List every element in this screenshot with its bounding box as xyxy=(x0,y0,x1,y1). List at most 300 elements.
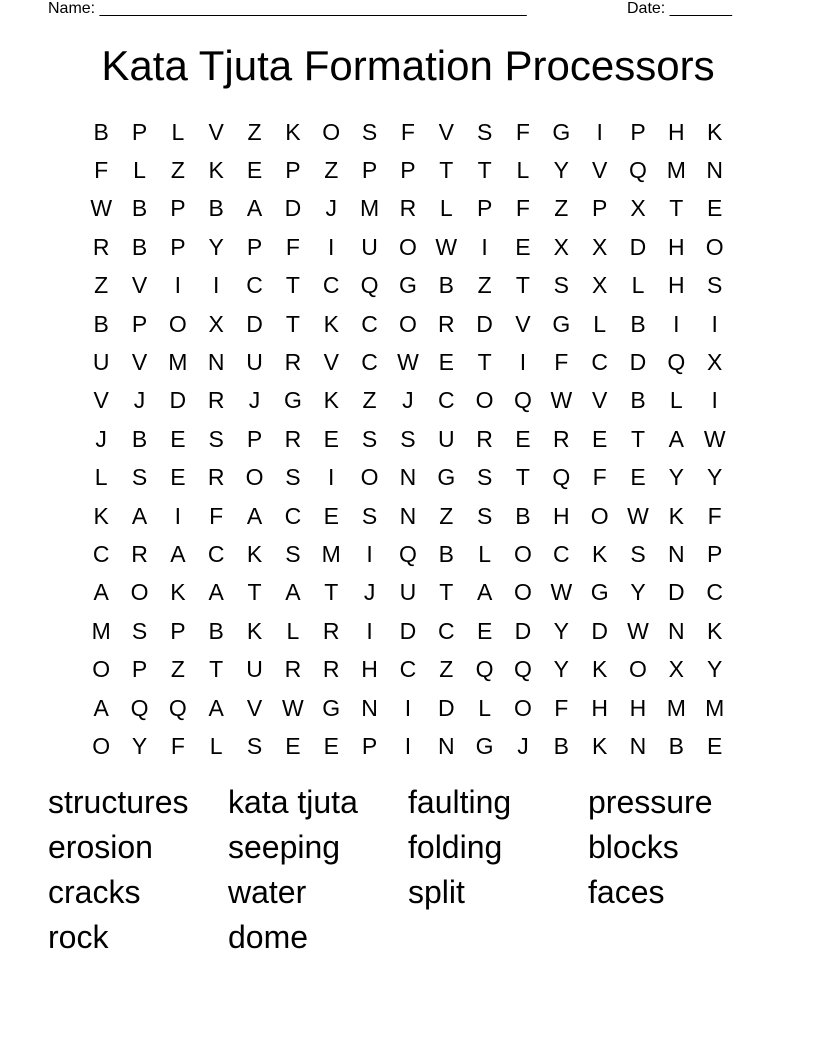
grid-letter: V xyxy=(591,157,608,184)
grid-letter: J xyxy=(248,387,261,414)
grid-letter: S xyxy=(476,502,493,529)
grid-letter: O xyxy=(360,464,379,491)
grid-letter: C xyxy=(207,540,225,567)
grid-letter: P xyxy=(170,617,186,644)
grid-letter: K xyxy=(707,118,723,145)
grid-letter: W xyxy=(703,425,726,452)
grid-letter: Z xyxy=(477,272,492,299)
grid-letter: T xyxy=(324,579,339,606)
grid-letter: N xyxy=(207,349,225,376)
grid-letter: C xyxy=(92,540,110,567)
grid-letter: O xyxy=(92,656,111,683)
grid-letter: P xyxy=(131,310,148,337)
grid-letter: F xyxy=(707,502,722,529)
grid-letter: Q xyxy=(514,387,532,414)
grid-letter: Z xyxy=(439,502,454,529)
grid-letter: B xyxy=(438,272,454,299)
grid-letter: C xyxy=(437,617,455,644)
grid-letter: I xyxy=(673,310,680,337)
grid-letter: S xyxy=(131,464,148,491)
grid-letter: R xyxy=(131,540,148,567)
grid-letter: Q xyxy=(629,157,647,184)
grid-letter: N xyxy=(629,732,647,759)
grid-letter: F xyxy=(554,694,569,721)
grid-letter: P xyxy=(630,118,646,145)
grid-letter: J xyxy=(95,425,107,452)
grid-letter: O xyxy=(590,502,609,529)
grid-letter: L xyxy=(171,118,185,145)
grid-letter: F xyxy=(515,195,530,222)
grid-letter: V xyxy=(515,310,531,337)
page-title: Kata Tjuta Formation Processors xyxy=(101,42,715,89)
grid-letter: Q xyxy=(130,694,149,721)
word-bank-item: faulting xyxy=(408,784,512,820)
grid-letter: U xyxy=(361,233,378,260)
grid-letter: T xyxy=(515,272,530,299)
grid-letter: U xyxy=(399,579,417,606)
grid-letter: F xyxy=(285,233,300,260)
grid-letter: L xyxy=(209,732,223,759)
grid-letter: C xyxy=(552,540,570,567)
grid-letter: K xyxy=(668,502,684,529)
grid-letter: X xyxy=(668,656,684,683)
grid-letter: M xyxy=(91,617,111,644)
grid-letter: K xyxy=(591,656,608,683)
grid-letter: S xyxy=(553,272,569,299)
grid-letter: D xyxy=(437,694,455,721)
grid-letter: K xyxy=(591,540,608,567)
grid-letter: C xyxy=(322,272,340,299)
grid-letter: Q xyxy=(168,694,187,721)
grid-letter: J xyxy=(133,387,146,414)
grid-letter: X xyxy=(707,349,723,376)
grid-letter: C xyxy=(591,349,608,376)
word-bank xyxy=(48,780,768,960)
grid-letter: I xyxy=(174,272,182,299)
grid-letter: H xyxy=(361,656,378,683)
grid-letter: R xyxy=(284,425,302,452)
grid-letter: H xyxy=(668,272,685,299)
grid-letter: E xyxy=(285,732,301,759)
grid-letter: Q xyxy=(667,349,686,376)
grid-letter: A xyxy=(246,195,263,222)
grid-letter: B xyxy=(438,540,454,567)
grid-letter: M xyxy=(168,349,188,376)
letter-grid xyxy=(82,113,734,766)
grid-letter: P xyxy=(246,233,263,260)
grid-letter: M xyxy=(666,694,686,721)
grid-letter: E xyxy=(515,425,531,452)
grid-letter: I xyxy=(366,540,373,567)
grid-letter: W xyxy=(90,195,113,222)
grid-letter: H xyxy=(591,694,608,721)
grid-letter: R xyxy=(476,425,493,452)
grid-letter: S xyxy=(361,425,378,452)
grid-letter: O xyxy=(245,464,264,491)
grid-letter: D xyxy=(591,617,608,644)
grid-letter: N xyxy=(706,157,723,184)
grid-letter: E xyxy=(438,349,454,376)
grid-letter: S xyxy=(476,118,493,145)
grid-letter: E xyxy=(515,233,531,260)
grid-letter: O xyxy=(705,233,724,260)
grid-letter: G xyxy=(552,310,571,337)
grid-letter: Y xyxy=(707,464,723,491)
grid-letter: N xyxy=(668,540,685,567)
grid-letter: K xyxy=(707,617,723,644)
word-bank-item: pressure xyxy=(588,784,713,820)
grid-letter: S xyxy=(361,118,378,145)
grid-letter: D xyxy=(284,195,302,222)
grid-letter: E xyxy=(707,732,723,759)
grid-letter: I xyxy=(404,732,412,759)
word-bank-item: kata tjuta xyxy=(228,784,358,820)
grid-letter: B xyxy=(131,195,148,222)
grid-letter: C xyxy=(399,656,417,683)
grid-letter: E xyxy=(246,157,263,184)
word-bank-item: rock xyxy=(48,919,109,955)
grid-letter: K xyxy=(93,502,109,529)
grid-letter: R xyxy=(284,656,302,683)
grid-letter: M xyxy=(359,195,380,222)
grid-letter: Z xyxy=(362,387,377,414)
grid-letter: T xyxy=(247,579,262,606)
grid-letter: S xyxy=(476,464,493,491)
grid-letter: P xyxy=(170,195,186,222)
grid-letter: Q xyxy=(475,656,494,683)
grid-letter: C xyxy=(437,387,455,414)
grid-letter: L xyxy=(439,195,453,222)
grid-letter: T xyxy=(209,656,224,683)
grid-letter: W xyxy=(550,387,573,414)
grid-letter: A xyxy=(668,425,684,452)
grid-letter: K xyxy=(246,540,263,567)
grid-letter: F xyxy=(94,157,109,184)
grid-letter: B xyxy=(131,233,148,260)
grid-letter: P xyxy=(707,540,723,567)
grid-letter: O xyxy=(398,233,417,260)
grid-letter: J xyxy=(325,195,337,222)
grid-letter: Z xyxy=(247,118,262,145)
grid-letter: K xyxy=(323,387,339,414)
grid-letter: E xyxy=(476,617,493,644)
grid-letter: D xyxy=(514,617,532,644)
grid-letter: P xyxy=(476,195,493,222)
grid-letter: L xyxy=(516,157,530,184)
grid-letter: V xyxy=(246,694,263,721)
grid-letter: I xyxy=(404,694,412,721)
grid-letter: A xyxy=(208,579,224,606)
grid-letter: P xyxy=(131,118,148,145)
grid-letter: I xyxy=(711,310,718,337)
grid-letter: W xyxy=(627,502,649,529)
grid-letter: L xyxy=(478,540,491,567)
grid-letter: A xyxy=(131,502,148,529)
grid-letter: D xyxy=(629,233,647,260)
grid-letter: A xyxy=(208,694,224,721)
word-bank-item: dome xyxy=(228,919,309,955)
grid-letter: H xyxy=(629,694,647,721)
grid-letter: D xyxy=(169,387,187,414)
grid-letter: F xyxy=(592,464,607,491)
grid-letter: G xyxy=(552,118,571,145)
grid-letter: N xyxy=(437,732,455,759)
grid-letter: I xyxy=(711,387,718,414)
grid-letter: V xyxy=(131,272,148,299)
grid-letter: B xyxy=(668,732,684,759)
grid-letter: O xyxy=(514,540,532,567)
grid-letter: R xyxy=(207,464,225,491)
grid-letter: N xyxy=(399,464,417,491)
grid-letter: S xyxy=(285,540,301,567)
grid-letter: O xyxy=(514,694,532,721)
grid-letter: E xyxy=(323,502,339,529)
word-bank-item: folding xyxy=(408,829,503,865)
grid-letter: D xyxy=(476,310,493,337)
grid-letter: K xyxy=(591,732,608,759)
grid-letter: G xyxy=(437,464,456,491)
grid-letter: L xyxy=(669,387,683,414)
grid-letter: X xyxy=(591,272,608,299)
grid-letter: R xyxy=(552,425,570,452)
grid-letter: K xyxy=(285,118,301,145)
word-bank-item: water xyxy=(228,874,307,910)
grid-letter: S xyxy=(208,425,224,452)
grid-letter: I xyxy=(213,272,220,299)
grid-letter: P xyxy=(131,656,148,683)
grid-letter: U xyxy=(437,425,455,452)
grid-letter: R xyxy=(322,656,340,683)
grid-letter: P xyxy=(246,425,263,452)
grid-letter: Z xyxy=(324,157,339,184)
word-bank-item: split xyxy=(408,874,465,910)
grid-letter: O xyxy=(398,310,417,337)
grid-letter: I xyxy=(481,233,488,260)
grid-letter: V xyxy=(131,349,148,376)
word-bank-item: blocks xyxy=(588,829,679,865)
grid-letter: B xyxy=(553,732,569,759)
grid-letter: J xyxy=(517,732,529,759)
grid-letter: Q xyxy=(360,272,379,299)
grid-letter: N xyxy=(399,502,417,529)
grid-letter: O xyxy=(92,732,111,759)
grid-letter: I xyxy=(328,464,335,491)
grid-letter: P xyxy=(170,233,186,260)
word-bank-item: seeping xyxy=(228,829,341,865)
grid-letter: E xyxy=(170,464,186,491)
grid-letter: P xyxy=(285,157,301,184)
grid-letter: T xyxy=(515,464,530,491)
grid-letter: Z xyxy=(170,656,185,683)
grid-letter: O xyxy=(629,656,647,683)
grid-letter: I xyxy=(519,349,527,376)
grid-letter: S xyxy=(361,502,378,529)
grid-letter: V xyxy=(93,387,109,414)
grid-letter: T xyxy=(477,349,492,376)
grid-letter: B xyxy=(93,118,109,145)
grid-letter: P xyxy=(361,732,378,759)
grid-letter: F xyxy=(515,118,530,145)
grid-letter: G xyxy=(590,579,609,606)
grid-letter: T xyxy=(477,157,492,184)
name-field: Name: ________________________________________________ xyxy=(48,0,527,17)
grid-letter: A xyxy=(476,579,493,606)
grid-letter: O xyxy=(168,310,187,337)
grid-letter: V xyxy=(438,118,454,145)
grid-letter: T xyxy=(630,425,646,452)
grid-letter: L xyxy=(478,694,491,721)
grid-letter: T xyxy=(439,579,454,606)
grid-letter: C xyxy=(361,310,378,337)
grid-letter: G xyxy=(322,694,341,721)
grid-letter: T xyxy=(439,157,454,184)
grid-letter: O xyxy=(475,387,494,414)
grid-letter: T xyxy=(285,272,300,299)
grid-letter: O xyxy=(322,118,341,145)
grid-letter: F xyxy=(400,118,415,145)
grid-letter: U xyxy=(92,349,110,376)
grid-letter: D xyxy=(399,617,417,644)
grid-letter: W xyxy=(550,579,573,606)
grid-letter: M xyxy=(705,694,725,721)
grid-letter: B xyxy=(515,502,531,529)
grid-letter: R xyxy=(207,387,225,414)
grid-letter: Z xyxy=(170,157,185,184)
grid-letter: W xyxy=(282,694,304,721)
grid-letter: Q xyxy=(552,464,571,491)
grid-letter: O xyxy=(514,579,532,606)
grid-letter: L xyxy=(593,310,607,337)
grid-letter: A xyxy=(93,694,109,721)
grid-letter: V xyxy=(591,387,608,414)
grid-letter: B xyxy=(93,310,109,337)
grid-letter: P xyxy=(400,157,416,184)
grid-letter: Y xyxy=(553,656,569,683)
grid-letter: T xyxy=(669,195,684,222)
grid-letter: G xyxy=(475,732,494,759)
grid-letter: L xyxy=(94,464,108,491)
word-bank-item: cracks xyxy=(48,874,141,910)
grid-letter: H xyxy=(552,502,570,529)
grid-letter: B xyxy=(131,425,148,452)
grid-letter: K xyxy=(323,310,339,337)
grid-letter: P xyxy=(361,157,378,184)
grid-letter: J xyxy=(363,579,376,606)
grid-letter: U xyxy=(246,349,263,376)
grid-letter: M xyxy=(321,540,341,567)
grid-letter: W xyxy=(627,617,649,644)
grid-letter: R xyxy=(322,617,340,644)
grid-letter: H xyxy=(668,233,685,260)
grid-letter: O xyxy=(130,579,149,606)
grid-letter: E xyxy=(170,425,186,452)
grid-letter: B xyxy=(630,310,646,337)
grid-letter: S xyxy=(285,464,301,491)
grid-letter: A xyxy=(285,579,301,606)
grid-letter: B xyxy=(208,195,224,222)
grid-letter: X xyxy=(630,195,646,222)
grid-letter: E xyxy=(323,425,339,452)
grid-letter: J xyxy=(402,387,414,414)
grid-letter: G xyxy=(283,387,302,414)
grid-letter: W xyxy=(397,349,419,376)
grid-letter: G xyxy=(398,272,417,299)
grid-letter: R xyxy=(437,310,455,337)
grid-letter: C xyxy=(246,272,263,299)
grid-letter: S xyxy=(630,540,646,567)
grid-letter: A xyxy=(246,502,263,529)
grid-letter: C xyxy=(361,349,378,376)
grid-letter: Y xyxy=(131,732,148,759)
grid-letter: Q xyxy=(514,656,532,683)
grid-letter: Y xyxy=(707,656,723,683)
word-bank-item: structures xyxy=(48,784,189,820)
grid-letter: B xyxy=(208,617,224,644)
grid-letter: N xyxy=(361,694,378,721)
grid-letter: L xyxy=(133,157,146,184)
grid-letter: U xyxy=(246,656,263,683)
grid-letter: I xyxy=(596,118,603,145)
grid-letter: C xyxy=(706,579,723,606)
grid-letter: D xyxy=(629,349,647,376)
date-field: Date: _______ xyxy=(627,0,732,17)
grid-letter: L xyxy=(286,617,300,644)
grid-letter: T xyxy=(285,310,300,337)
grid-letter: K xyxy=(208,157,224,184)
grid-letter: K xyxy=(246,617,263,644)
grid-letter: Y xyxy=(553,157,569,184)
grid-letter: N xyxy=(668,617,685,644)
grid-letter: X xyxy=(553,233,569,260)
grid-letter: B xyxy=(630,387,646,414)
grid-letter: Z xyxy=(554,195,569,222)
grid-letter: H xyxy=(668,118,685,145)
grid-letter: I xyxy=(174,502,182,529)
grid-letter: F xyxy=(209,502,224,529)
grid-letter: E xyxy=(323,732,339,759)
grid-letter: P xyxy=(591,195,608,222)
grid-letter: S xyxy=(131,617,148,644)
grid-letter: Q xyxy=(398,540,417,567)
grid-letter: F xyxy=(170,732,185,759)
grid-letter: Y xyxy=(630,579,646,606)
grid-letter: K xyxy=(170,579,186,606)
grid-letter: E xyxy=(591,425,608,452)
grid-letter: I xyxy=(366,617,373,644)
grid-letter: Y xyxy=(668,464,684,491)
grid-letter: R xyxy=(284,349,302,376)
grid-letter: Y xyxy=(553,617,569,644)
grid-letter: R xyxy=(399,195,417,222)
grid-letter: A xyxy=(170,540,186,567)
grid-letter: S xyxy=(246,732,263,759)
grid-letter: A xyxy=(93,579,109,606)
grid-letter: Z xyxy=(439,656,454,683)
grid-letter: E xyxy=(707,195,723,222)
grid-letter: M xyxy=(666,157,686,184)
grid-letter: Y xyxy=(208,233,224,260)
grid-letter: I xyxy=(328,233,335,260)
grid-letter: S xyxy=(707,272,723,299)
grid-letter: Z xyxy=(94,272,109,299)
grid-letter: L xyxy=(631,272,645,299)
grid-letter: D xyxy=(668,579,685,606)
grid-letter: D xyxy=(246,310,263,337)
grid-letter: W xyxy=(435,233,458,260)
grid-letter: V xyxy=(323,349,339,376)
word-bank-item: faces xyxy=(588,874,665,910)
grid-letter: V xyxy=(208,118,224,145)
